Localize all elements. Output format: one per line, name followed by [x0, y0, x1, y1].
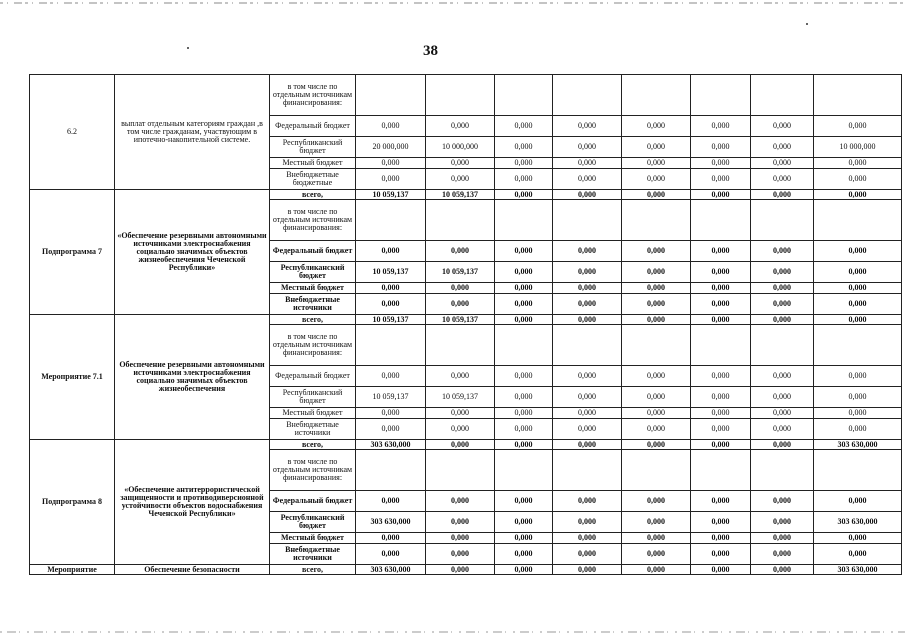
value-cell: 0,000 [622, 169, 691, 190]
empty-cell [751, 450, 814, 491]
empty-cell [691, 75, 751, 116]
value-cell: 0,000 [553, 387, 622, 408]
total-value: 0,000 [814, 315, 902, 325]
row-code: Мероприятие 7.1 [30, 315, 115, 440]
value-cell: 0,000 [553, 366, 622, 387]
value-cell: 0,000 [622, 294, 691, 315]
value-cell: 0,000 [495, 387, 553, 408]
total-value: 0,000 [622, 315, 691, 325]
total-row [30, 315, 902, 325]
sources-header: в том числе по отдельным источникам финансирования: [270, 75, 356, 116]
value-cell: 0,000 [622, 419, 691, 440]
empty-cell [691, 200, 751, 241]
value-cell: 0,000 [426, 169, 495, 190]
value-cell: 0,000 [356, 491, 426, 512]
total-label: всего, [270, 440, 356, 450]
scan-edge-bottom [0, 624, 905, 640]
value-cell: 0,000 [622, 137, 691, 158]
total-value: 0,000 [426, 440, 495, 450]
value-cell: 0,000 [691, 294, 751, 315]
value-cell: 0,000 [553, 419, 622, 440]
source-name: Федеральный бюджет [270, 241, 356, 262]
source-name: Республиканский бюджет [270, 262, 356, 283]
empty-cell [553, 75, 622, 116]
total-value: 0,000 [495, 315, 553, 325]
value-cell: 0,000 [814, 169, 902, 190]
source-name: Местный бюджет [270, 283, 356, 294]
empty-cell [495, 450, 553, 491]
value-cell: 0,000 [495, 283, 553, 294]
total-value: 0,000 [426, 565, 495, 575]
value-cell: 0,000 [622, 262, 691, 283]
value-cell: 0,000 [751, 169, 814, 190]
value-cell: 0,000 [691, 366, 751, 387]
value-cell: 0,000 [495, 294, 553, 315]
value-cell: 0,000 [814, 262, 902, 283]
value-cell: 0,000 [356, 241, 426, 262]
value-cell: 0,000 [553, 283, 622, 294]
value-cell: 0,000 [691, 241, 751, 262]
value-cell: 0,000 [751, 419, 814, 440]
value-cell: 0,000 [691, 262, 751, 283]
empty-cell [622, 325, 691, 366]
value-cell: 0,000 [691, 419, 751, 440]
value-cell: 0,000 [495, 544, 553, 565]
empty-cell [553, 325, 622, 366]
value-cell: 0,000 [814, 491, 902, 512]
source-name: Федеральный бюджет [270, 366, 356, 387]
total-value: 303 630,000 [814, 440, 902, 450]
empty-cell [356, 450, 426, 491]
sources-header: в том числе по отдельным источникам финансирования: [270, 450, 356, 491]
sources-header: в том числе по отдельным источникам финансирования: [270, 200, 356, 241]
value-cell: 0,000 [751, 387, 814, 408]
value-cell: 0,000 [495, 262, 553, 283]
value-cell: 10 000,000 [426, 137, 495, 158]
total-value: 0,000 [751, 190, 814, 200]
value-cell: 0,000 [553, 533, 622, 544]
row-name: «Обеспечение антитеррористической защищенности и противодиверсионной устойчивости объектов водоснабжения Чеченской Республики» [115, 440, 270, 565]
source-name: Внебюджетные источники [270, 544, 356, 565]
total-value: 0,000 [751, 315, 814, 325]
source-name: Местный бюджет [270, 408, 356, 419]
empty-cell [814, 450, 902, 491]
total-value: 0,000 [622, 565, 691, 575]
row-code: Подпрограмма 7 [30, 190, 115, 315]
value-cell: 0,000 [814, 387, 902, 408]
value-cell: 0,000 [426, 158, 495, 169]
total-value: 10 059,137 [426, 190, 495, 200]
value-cell: 0,000 [751, 283, 814, 294]
value-cell: 10 059,137 [356, 262, 426, 283]
value-cell: 0,000 [622, 241, 691, 262]
total-value: 0,000 [553, 440, 622, 450]
value-cell: 0,000 [553, 241, 622, 262]
total-value: 303 630,000 [814, 565, 902, 575]
value-cell: 0,000 [356, 366, 426, 387]
value-cell: 0,000 [751, 366, 814, 387]
empty-cell [691, 325, 751, 366]
total-value: 0,000 [691, 565, 751, 575]
value-cell: 0,000 [426, 408, 495, 419]
value-cell: 0,000 [751, 544, 814, 565]
total-value: 10 059,137 [356, 190, 426, 200]
total-value: 303 630,000 [356, 440, 426, 450]
value-cell: 0,000 [691, 544, 751, 565]
empty-cell [495, 200, 553, 241]
value-cell: 0,000 [751, 116, 814, 137]
empty-cell [622, 450, 691, 491]
value-cell: 0,000 [622, 366, 691, 387]
value-cell: 10 059,137 [426, 387, 495, 408]
value-cell: 0,000 [622, 158, 691, 169]
value-cell: 0,000 [426, 241, 495, 262]
value-cell: 0,000 [691, 116, 751, 137]
empty-cell [553, 450, 622, 491]
value-cell: 0,000 [622, 408, 691, 419]
value-cell: 0,000 [814, 158, 902, 169]
source-name: Внебюджетные бюджетные [270, 169, 356, 190]
total-label: всего, [270, 315, 356, 325]
value-cell: 0,000 [495, 512, 553, 533]
value-cell: 0,000 [751, 533, 814, 544]
total-value: 0,000 [691, 190, 751, 200]
row-name: Обеспечение резервными автономными источниками электроснабжения социально значимых объектов жизнеобеспечения [115, 315, 270, 440]
value-cell: 0,000 [691, 533, 751, 544]
total-value: 10 059,137 [426, 315, 495, 325]
source-name: Федеральный бюджет [270, 116, 356, 137]
value-cell: 0,000 [691, 283, 751, 294]
value-cell: 0,000 [553, 158, 622, 169]
value-cell: 0,000 [356, 116, 426, 137]
value-cell: 0,000 [495, 419, 553, 440]
sources-header: в том числе по отдельным источникам финансирования: [270, 325, 356, 366]
value-cell: 0,000 [622, 116, 691, 137]
total-value: 0,000 [553, 190, 622, 200]
empty-cell [553, 200, 622, 241]
value-cell: 10 000,000 [814, 137, 902, 158]
value-cell: 0,000 [553, 491, 622, 512]
value-cell: 0,000 [553, 262, 622, 283]
page-number: 38 [423, 43, 438, 59]
value-cell: 0,000 [356, 544, 426, 565]
total-value: 0,000 [553, 565, 622, 575]
value-cell: 0,000 [426, 533, 495, 544]
total-label: всего, [270, 190, 356, 200]
empty-cell [622, 200, 691, 241]
empty-cell [495, 75, 553, 116]
total-value: 0,000 [553, 315, 622, 325]
empty-cell [356, 200, 426, 241]
row-name: выплат отдельным категориям граждан ,в том числе гражданам, участвующим в ипотечно-накопительной системе. [115, 75, 270, 190]
value-cell: 0,000 [691, 387, 751, 408]
row-code: Подпрограмма 8 [30, 440, 115, 565]
value-cell: 0,000 [356, 408, 426, 419]
total-value: 0,000 [495, 565, 553, 575]
empty-cell [426, 75, 495, 116]
value-cell: 0,000 [553, 169, 622, 190]
value-cell: 10 059,137 [426, 262, 495, 283]
total-value: 0,000 [751, 565, 814, 575]
value-cell: 0,000 [495, 491, 553, 512]
value-cell: 0,000 [751, 408, 814, 419]
value-cell: 0,000 [814, 283, 902, 294]
value-cell: 0,000 [426, 512, 495, 533]
value-cell: 0,000 [356, 419, 426, 440]
source-name: Местный бюджет [270, 158, 356, 169]
value-cell: 0,000 [426, 294, 495, 315]
total-value: 0,000 [814, 190, 902, 200]
source-name: Республиканский бюджет [270, 387, 356, 408]
row-name: Обеспечение безопасности [115, 565, 270, 575]
value-cell: 0,000 [751, 158, 814, 169]
value-cell: 0,000 [356, 158, 426, 169]
value-cell: 0,000 [622, 544, 691, 565]
value-cell: 0,000 [814, 408, 902, 419]
value-cell: 0,000 [356, 283, 426, 294]
value-cell: 0,000 [691, 169, 751, 190]
total-value: 0,000 [622, 440, 691, 450]
total-value: 303 630,000 [356, 565, 426, 575]
total-row [30, 190, 902, 200]
value-cell: 0,000 [426, 116, 495, 137]
value-cell: 0,000 [426, 366, 495, 387]
source-name: Федеральный бюджет [270, 491, 356, 512]
scan-speck [806, 23, 808, 25]
value-cell: 0,000 [622, 283, 691, 294]
empty-cell [356, 325, 426, 366]
value-cell: 0,000 [751, 294, 814, 315]
value-cell: 0,000 [751, 512, 814, 533]
scan-edge-top [0, 0, 905, 8]
value-cell: 0,000 [622, 533, 691, 544]
value-cell: 20 000,000 [356, 137, 426, 158]
total-value: 0,000 [691, 440, 751, 450]
value-cell: 0,000 [495, 241, 553, 262]
value-cell: 0,000 [553, 294, 622, 315]
value-cell: 0,000 [691, 512, 751, 533]
value-cell: 0,000 [814, 116, 902, 137]
sources-header-row [30, 75, 902, 116]
total-row [30, 440, 902, 450]
value-cell: 0,000 [814, 294, 902, 315]
empty-cell [814, 325, 902, 366]
value-cell: 303 630,000 [356, 512, 426, 533]
value-cell: 0,000 [426, 419, 495, 440]
empty-cell [814, 75, 902, 116]
empty-cell [751, 75, 814, 116]
value-cell: 0,000 [356, 294, 426, 315]
value-cell: 0,000 [622, 512, 691, 533]
total-value: 0,000 [622, 190, 691, 200]
value-cell: 0,000 [814, 533, 902, 544]
empty-cell [691, 450, 751, 491]
source-name: Местный бюджет [270, 533, 356, 544]
value-cell: 0,000 [356, 169, 426, 190]
value-cell: 0,000 [553, 408, 622, 419]
empty-cell [356, 75, 426, 116]
total-value: 10 059,137 [356, 315, 426, 325]
value-cell: 0,000 [691, 158, 751, 169]
value-cell: 303 630,000 [814, 512, 902, 533]
row-name: «Обеспечение резервными автономными источниками электроснабжения социально значимых объектов жизнеобеспечения Чеченской Республики» [115, 190, 270, 315]
total-value: 0,000 [495, 440, 553, 450]
total-value: 0,000 [495, 190, 553, 200]
budget-table [29, 74, 902, 575]
total-value: 0,000 [751, 440, 814, 450]
value-cell: 0,000 [622, 491, 691, 512]
value-cell: 0,000 [814, 419, 902, 440]
value-cell: 0,000 [751, 137, 814, 158]
empty-cell [751, 325, 814, 366]
empty-cell [622, 75, 691, 116]
total-value: 0,000 [691, 315, 751, 325]
value-cell: 0,000 [553, 137, 622, 158]
value-cell: 0,000 [495, 137, 553, 158]
empty-cell [814, 200, 902, 241]
table-row [30, 565, 902, 575]
row-code: 6.2 [30, 75, 115, 190]
value-cell: 0,000 [495, 116, 553, 137]
value-cell: 0,000 [622, 387, 691, 408]
empty-cell [751, 200, 814, 241]
source-name: Республиканский бюджет [270, 512, 356, 533]
source-name: Внебюджетные источники [270, 294, 356, 315]
row-code: Мероприятие [30, 565, 115, 575]
empty-cell [426, 325, 495, 366]
value-cell: 0,000 [495, 533, 553, 544]
value-cell: 0,000 [426, 283, 495, 294]
empty-cell [426, 200, 495, 241]
value-cell: 0,000 [426, 491, 495, 512]
value-cell: 0,000 [691, 137, 751, 158]
source-name: Внебюджетные источники [270, 419, 356, 440]
value-cell: 0,000 [356, 533, 426, 544]
empty-cell [426, 450, 495, 491]
empty-cell [495, 325, 553, 366]
value-cell: 0,000 [814, 241, 902, 262]
value-cell: 0,000 [814, 366, 902, 387]
value-cell: 0,000 [495, 366, 553, 387]
scan-speck [187, 47, 189, 49]
value-cell: 0,000 [426, 544, 495, 565]
value-cell: 0,000 [751, 491, 814, 512]
value-cell: 0,000 [751, 241, 814, 262]
value-cell: 0,000 [495, 408, 553, 419]
source-name: Республиканский бюджет [270, 137, 356, 158]
value-cell: 0,000 [553, 116, 622, 137]
value-cell: 0,000 [553, 512, 622, 533]
value-cell: 10 059,137 [356, 387, 426, 408]
value-cell: 0,000 [691, 491, 751, 512]
value-cell: 0,000 [553, 544, 622, 565]
value-cell: 0,000 [495, 158, 553, 169]
value-cell: 0,000 [814, 544, 902, 565]
budget-table-body [30, 75, 902, 575]
value-cell: 0,000 [495, 169, 553, 190]
total-label: всего, [270, 565, 356, 575]
value-cell: 0,000 [691, 408, 751, 419]
value-cell: 0,000 [751, 262, 814, 283]
